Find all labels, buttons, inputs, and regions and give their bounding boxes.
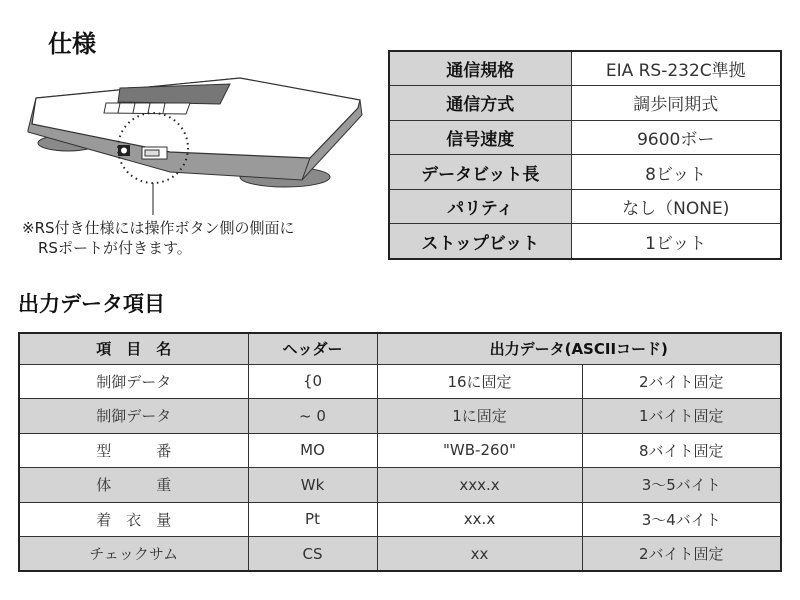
col-header-item: 項 目 名 [19,333,248,364]
output-data-cell: xx [377,537,582,572]
spec-row [389,120,781,155]
byte-length-cell: 2バイト固定 [582,364,781,399]
output-data-cell: 1に固定 [377,399,582,434]
item-name-cell: 体 重 [19,468,248,503]
spec-value: 調歩同期式 [571,86,781,121]
output-data-cell: xx.x [377,502,582,537]
spec-value: EIA RS-232C準拠 [571,51,781,86]
item-name-cell: 制御データ [19,364,248,399]
spec-value: 8ビット [571,155,781,190]
output-data-cell: xxx.x [377,468,582,503]
table-row [19,537,781,572]
spec-value: 1ビット [571,224,781,259]
spec-row [389,189,781,224]
note-line: RSポートが付きます。 [38,239,192,257]
spec-title: 仕様 [48,30,96,58]
byte-length-cell: 2バイト固定 [582,537,781,572]
spec-label: 信号速度 [389,120,571,155]
col-header-output: 出力データ(ASCIIコード) [377,333,781,364]
table-row [19,399,781,434]
table-header [19,333,781,364]
header-code-cell: Wk [248,468,377,503]
spec-label: パリティ [389,189,571,224]
spec-label: 通信方式 [389,86,571,121]
table-row [19,364,781,399]
spec-row [389,51,781,86]
output-title: 出力データ項目 [18,292,165,316]
header-code-cell: Pt [248,502,377,537]
note-line: ※RS付き仕様には操作ボタン側の側面に [22,219,295,237]
item-name-cell: チェックサム [19,537,248,572]
spec-row [389,224,781,259]
byte-length-cell: 3～4バイト [582,502,781,537]
header-code-cell: {0 [248,364,377,399]
spec-value: なし（NONE) [571,189,781,224]
spec-row [389,155,781,190]
spec-row [389,86,781,121]
header-code-cell: MO [248,433,377,468]
table-row [19,468,781,503]
byte-length-cell: 1バイト固定 [582,399,781,434]
byte-length-cell: 8バイト固定 [582,433,781,468]
header-code-cell: ~ 0 [248,399,377,434]
table-row [19,433,781,468]
item-name-cell: 制御データ [19,399,248,434]
item-name-cell: 型 番 [19,433,248,468]
col-header-header: ヘッダー [248,333,377,364]
header-code-cell: CS [248,537,377,572]
spec-label: ストップビット [389,224,571,259]
table-row [19,502,781,537]
scale-device-illustration [20,70,370,220]
item-name-cell: 着 衣 量 [19,502,248,537]
output-table [18,332,782,572]
spec-value: 9600ボー [571,120,781,155]
rs-port-note [22,218,295,258]
spec-label: 通信規格 [389,51,571,86]
output-data-cell: 16に固定 [377,364,582,399]
output-data-cell: "WB-260" [377,433,582,468]
spec-label: データビット長 [389,155,571,190]
byte-length-cell: 3～5バイト [582,468,781,503]
spec-table [388,50,782,260]
